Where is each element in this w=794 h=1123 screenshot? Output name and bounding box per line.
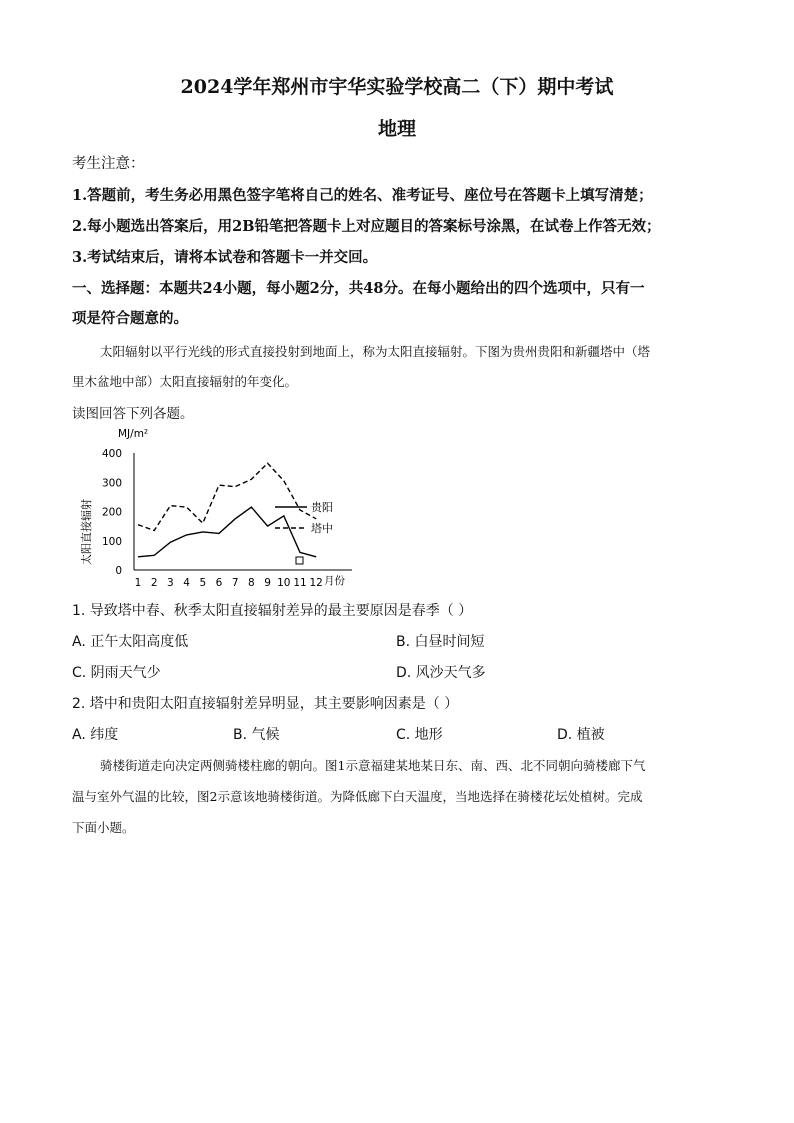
question-1-option-a[interactable]: A. 正午太阳高度低 xyxy=(72,634,189,650)
x-tick-label: 9 xyxy=(264,577,271,589)
question-2-option-c[interactable]: C. 地形 xyxy=(396,727,443,743)
question-1-option-c[interactable]: C. 阴雨天气少 xyxy=(72,665,161,681)
x-tick-label: 8 xyxy=(248,577,255,589)
y-unit-label: MJ/m² xyxy=(118,428,149,440)
radiation-line-chart xyxy=(70,420,370,595)
y-tick-label: 0 xyxy=(115,565,122,577)
y-tick-label: 100 xyxy=(101,535,122,548)
question-1-stem: 1. 导致塔中春、秋季太阳直接辐射差异的最主要原因是春季（ ） xyxy=(72,603,473,619)
question-2-option-b[interactable]: B. 气候 xyxy=(233,727,280,743)
section-heading-line1: 一、选择题：本题共24小题，每小题2分，共48分。在每小题给出的四个选项中，只有一 xyxy=(72,280,645,297)
y-tick-label: 200 xyxy=(101,506,122,519)
question-1-option-d[interactable]: D. 风沙天气多 xyxy=(396,665,486,681)
question-2-stem: 2. 塔中和贵阳太阳直接辐射差异明显，其主要影响因素是（ ） xyxy=(72,696,459,712)
x-tick-label: 11 xyxy=(293,577,307,589)
y-tick-label: 300 xyxy=(101,477,122,490)
question-1-option-b[interactable]: B. 白昼时间短 xyxy=(396,634,485,650)
x-tick-label: 12 xyxy=(309,577,323,589)
material2-line1: 骑楼街道走向决定两侧骑楼柱廊的朝向。图1示意福建某地某日东、南、西、北不同朝向骑楼廊下气 xyxy=(100,758,646,773)
page-title: 2024学年郑州市宇华实验学校高二（下）期中考试 xyxy=(180,76,614,98)
x-tick-label: 3 xyxy=(167,577,174,589)
question-2-option-d[interactable]: D. 植被 xyxy=(557,727,605,743)
y-tick-label: 400 xyxy=(101,448,122,460)
x-tick-label: 10 xyxy=(277,577,291,589)
series-line-2 xyxy=(138,463,316,530)
notice-item-3: 3.考试结束后，请将本试卷和答题卡一并交回。 xyxy=(72,249,378,266)
notice-item-2: 2.每小题选出答案后，用2B铅笔把答题卡上对应题目的答案标号涂黑，在试卷上作答无效； xyxy=(72,218,661,235)
x-tick-label: 2 xyxy=(150,577,158,589)
x-tick-label: 4 xyxy=(183,577,190,589)
x-tick-label: 7 xyxy=(231,577,239,589)
notice-heading: 考生注意： xyxy=(72,156,145,172)
material1-prompt: 读图回答下列各题。 xyxy=(72,406,194,422)
question-2-option-a[interactable]: A. 纬度 xyxy=(72,727,119,743)
legend-label: 贵阳 xyxy=(311,501,333,514)
material2-line2: 温与室外气温的比较，图2示意该地骑楼街道。为降低廊下白天温度，当地选择在骑楼花坛处植树。完成 xyxy=(72,789,643,804)
notice-item-1: 1.答题前，考生务必用黑色签字笔将自己的姓名、准考证号、座位号在答题卡上填写清楚； xyxy=(72,187,653,204)
legend-label: 塔中 xyxy=(311,522,333,535)
y-axis-label: 太阳直接辐射 xyxy=(80,499,93,565)
material1-line1: 太阳辐射以平行光线的形式直接投射到地面上，称为太阳直接辐射。下图为贵州贵阳和新疆塔中（塔 xyxy=(100,344,651,359)
x-tick-label: 1 xyxy=(134,577,142,589)
material1-line2: 里木盆地中部）太阳直接辐射的年变化。 xyxy=(72,374,298,389)
x-tick-label: 6 xyxy=(215,577,223,589)
x-tick-label: 5 xyxy=(199,577,207,589)
section-heading-line2: 项是符合题意的。 xyxy=(72,310,188,327)
material2-line3: 下面小题。 xyxy=(72,820,135,835)
subject-title: 地理 xyxy=(377,118,416,140)
x-unit-label: 月份 xyxy=(324,575,345,587)
marker-square xyxy=(296,557,303,564)
